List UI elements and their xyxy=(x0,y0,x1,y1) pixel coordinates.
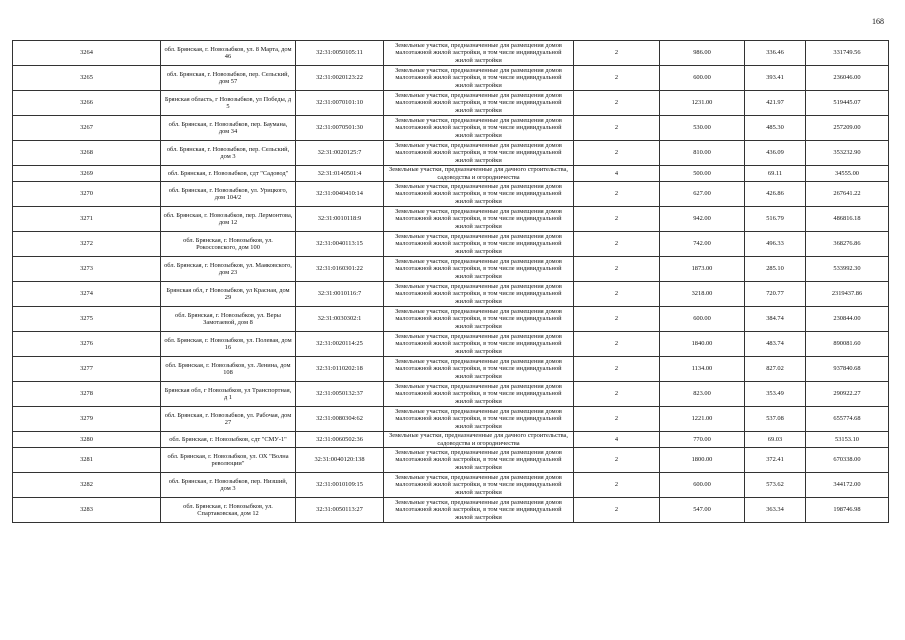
area-cell: 742.00 xyxy=(660,232,745,257)
specific-value-cell: 421.97 xyxy=(745,91,806,116)
cadastral-value-cell: 533992.30 xyxy=(806,257,889,282)
area-cell: 600.00 xyxy=(660,307,745,332)
row-number-cell: 3274 xyxy=(13,282,161,307)
row-number-cell: 3270 xyxy=(13,182,161,207)
specific-value-cell: 537.08 xyxy=(745,407,806,432)
table-row xyxy=(13,448,889,473)
land-use-cell: Земельные участки, предназначенные для размещения домов малоэтажной жилой застройки, в том числе индивидуальной жилой застройки xyxy=(384,207,574,232)
specific-value-cell: 483.74 xyxy=(745,332,806,357)
area-cell: 823.00 xyxy=(660,382,745,407)
cadastral-number-cell: 32:31:0070501:30 xyxy=(296,116,384,141)
cadastral-number-cell: 32:31:0160301:22 xyxy=(296,257,384,282)
table-row xyxy=(13,257,889,282)
land-use-cell: Земельные участки, предназначенные для размещения домов малоэтажной жилой застройки, в том числе индивидуальной жилой застройки xyxy=(384,498,574,523)
specific-value-cell: 720.77 xyxy=(745,282,806,307)
land-use-cell: Земельные участки, предназначенные для размещения домов малоэтажной жилой застройки, в том числе индивидуальной жилой застройки xyxy=(384,473,574,498)
group-cell: 2 xyxy=(574,307,660,332)
cadastral-number-cell: 32:31:0040410:14 xyxy=(296,182,384,207)
cadastral-value-cell: 486816.18 xyxy=(806,207,889,232)
specific-value-cell: 353.49 xyxy=(745,382,806,407)
area-cell: 1221.00 xyxy=(660,407,745,432)
area-cell: 547.00 xyxy=(660,498,745,523)
table-row xyxy=(13,207,889,232)
area-cell: 600.00 xyxy=(660,66,745,91)
land-use-cell: Земельные участки, предназначенные для размещения домов малоэтажной жилой застройки, в том числе индивидуальной жилой застройки xyxy=(384,282,574,307)
address-cell: Брянская обл, г Новозыбков, ул Красная, дом 29 xyxy=(161,282,296,307)
land-use-cell: Земельные участки, предназначенные для размещения домов малоэтажной жилой застройки, в том числе индивидуальной жилой застройки xyxy=(384,141,574,166)
cadastral-number-cell: 32:31:0020125:7 xyxy=(296,141,384,166)
specific-value-cell: 827.02 xyxy=(745,357,806,382)
area-cell: 600.00 xyxy=(660,473,745,498)
cadastral-number-cell: 32:31:0020114:25 xyxy=(296,332,384,357)
cadastral-value-cell: 53153.10 xyxy=(806,432,889,448)
cadastral-number-cell: 32:31:0080304:62 xyxy=(296,407,384,432)
cadastral-value-cell: 344172.00 xyxy=(806,473,889,498)
land-use-cell: Земельные участки, предназначенные для размещения домов малоэтажной жилой застройки, в том числе индивидуальной жилой застройки xyxy=(384,257,574,282)
row-number-cell: 3278 xyxy=(13,382,161,407)
group-cell: 2 xyxy=(574,91,660,116)
land-use-cell: Земельные участки, предназначенные для размещения домов малоэтажной жилой застройки, в том числе индивидуальной жилой застройки xyxy=(384,66,574,91)
land-use-cell: Земельные участки, предназначенные для размещения домов малоэтажной жилой застройки, в том числе индивидуальной жилой застройки xyxy=(384,41,574,66)
cadastral-number-cell: 32:31:0050113:27 xyxy=(296,498,384,523)
specific-value-cell: 363.34 xyxy=(745,498,806,523)
cadastral-number-cell: 32:31:0010118:9 xyxy=(296,207,384,232)
row-number-cell: 3281 xyxy=(13,448,161,473)
specific-value-cell: 496.33 xyxy=(745,232,806,257)
table-row xyxy=(13,382,889,407)
land-use-cell: Земельные участки, предназначенные для размещения домов малоэтажной жилой застройки, в том числе индивидуальной жилой застройки xyxy=(384,116,574,141)
group-cell: 2 xyxy=(574,407,660,432)
table-row xyxy=(13,116,889,141)
specific-value-cell: 393.41 xyxy=(745,66,806,91)
cadastral-number-cell: 32:31:0110202:18 xyxy=(296,357,384,382)
area-cell: 3218.00 xyxy=(660,282,745,307)
cadastral-number-cell: 32:31:0070101:10 xyxy=(296,91,384,116)
cadastral-value-cell: 267641.22 xyxy=(806,182,889,207)
cadastral-value-cell: 34555.00 xyxy=(806,166,889,182)
specific-value-cell: 285.10 xyxy=(745,257,806,282)
row-number-cell: 3283 xyxy=(13,498,161,523)
row-number-cell: 3264 xyxy=(13,41,161,66)
land-use-cell: Земельные участки, предназначенные для размещения домов малоэтажной жилой застройки, в том числе индивидуальной жилой застройки xyxy=(384,182,574,207)
group-cell: 2 xyxy=(574,232,660,257)
specific-value-cell: 69.03 xyxy=(745,432,806,448)
group-cell: 2 xyxy=(574,141,660,166)
table-row xyxy=(13,232,889,257)
table-row xyxy=(13,182,889,207)
address-cell: обл. Брянская, г. Новозыбков, пер. Низший, дом 3 xyxy=(161,473,296,498)
row-number-cell: 3267 xyxy=(13,116,161,141)
row-number-cell: 3272 xyxy=(13,232,161,257)
land-use-cell: Земельные участки, предназначенные для размещения домов малоэтажной жилой застройки, в том числе индивидуальной жилой застройки xyxy=(384,357,574,382)
specific-value-cell: 516.79 xyxy=(745,207,806,232)
cadastral-value-cell: 368276.86 xyxy=(806,232,889,257)
address-cell: обл. Брянская, г. Новозыбков, пер. Сельский, дом 57 xyxy=(161,66,296,91)
table-row xyxy=(13,66,889,91)
specific-value-cell: 485.30 xyxy=(745,116,806,141)
cadastral-value-cell: 331749.56 xyxy=(806,41,889,66)
specific-value-cell: 436.09 xyxy=(745,141,806,166)
address-cell: обл. Брянская, г. Новозыбков, ул. Урицкого, дом 104/2 xyxy=(161,182,296,207)
group-cell: 2 xyxy=(574,116,660,141)
area-cell: 530.00 xyxy=(660,116,745,141)
table-row xyxy=(13,432,889,448)
specific-value-cell: 372.41 xyxy=(745,448,806,473)
address-cell: обл. Брянская, г. Новозыбков, сдт "Садовод" xyxy=(161,166,296,182)
area-cell: 942.00 xyxy=(660,207,745,232)
land-use-cell: Земельные участки, предназначенные для размещения домов малоэтажной жилой застройки, в том числе индивидуальной жилой застройки xyxy=(384,332,574,357)
table-row xyxy=(13,332,889,357)
specific-value-cell: 69.11 xyxy=(745,166,806,182)
row-number-cell: 3280 xyxy=(13,432,161,448)
table-row xyxy=(13,141,889,166)
group-cell: 2 xyxy=(574,332,660,357)
group-cell: 2 xyxy=(574,473,660,498)
area-cell: 810.00 xyxy=(660,141,745,166)
page-number: 168 xyxy=(872,17,884,26)
area-cell: 1800.00 xyxy=(660,448,745,473)
group-cell: 4 xyxy=(574,166,660,182)
row-number-cell: 3276 xyxy=(13,332,161,357)
cadastral-number-cell: 32:31:0040113:15 xyxy=(296,232,384,257)
row-number-cell: 3268 xyxy=(13,141,161,166)
group-cell: 2 xyxy=(574,41,660,66)
row-number-cell: 3282 xyxy=(13,473,161,498)
land-use-cell: Земельные участки, предназначенные для размещения домов малоэтажной жилой застройки, в том числе индивидуальной жилой застройки xyxy=(384,232,574,257)
cadastral-value-cell: 257209.00 xyxy=(806,116,889,141)
area-cell: 986.00 xyxy=(660,41,745,66)
table-row xyxy=(13,473,889,498)
cadastral-number-cell: 32:31:0040120:138 xyxy=(296,448,384,473)
cadastral-value-cell: 230844.00 xyxy=(806,307,889,332)
land-use-cell: Земельные участки, предназначенные для размещения домов малоэтажной жилой застройки, в том числе индивидуальной жилой застройки xyxy=(384,382,574,407)
table-row xyxy=(13,498,889,523)
row-number-cell: 3275 xyxy=(13,307,161,332)
cadastral-number-cell: 32:31:0010116:7 xyxy=(296,282,384,307)
cadastral-value-cell: 519445.07 xyxy=(806,91,889,116)
table-row xyxy=(13,357,889,382)
table-row xyxy=(13,282,889,307)
cadastral-value-cell: 353232.90 xyxy=(806,141,889,166)
group-cell: 2 xyxy=(574,498,660,523)
address-cell: обл. Брянская, г. Новозыбков, ул. Рокоссовского, дом 100 xyxy=(161,232,296,257)
address-cell: обл. Брянская, г. Новозыбков, пер. Лермонтова, дом 12 xyxy=(161,207,296,232)
cadastral-number-cell: 32:31:0050105:11 xyxy=(296,41,384,66)
specific-value-cell: 573.62 xyxy=(745,473,806,498)
cadastral-number-cell: 32:31:0060502:36 xyxy=(296,432,384,448)
table-row xyxy=(13,41,889,66)
specific-value-cell: 426.86 xyxy=(745,182,806,207)
address-cell: Брянская обл, г Новозыбков, ул Транспортная, д 1 xyxy=(161,382,296,407)
cadastral-number-cell: 32:31:0030302:1 xyxy=(296,307,384,332)
land-use-cell: Земельные участки, предназначенные для дачного строительства, садоводства и огородничества xyxy=(384,166,574,182)
land-use-cell: Земельные участки, предназначенные для размещения домов малоэтажной жилой застройки, в том числе индивидуальной жилой застройки xyxy=(384,307,574,332)
address-cell: обл. Брянская, г. Новозыбков, сдт "СМУ-1" xyxy=(161,432,296,448)
cadastral-value-cell: 890081.60 xyxy=(806,332,889,357)
address-cell: обл. Брянская, г. Новозыбков, ул. ОХ "Волна революции" xyxy=(161,448,296,473)
group-cell: 2 xyxy=(574,182,660,207)
table-body xyxy=(13,41,889,523)
address-cell: обл. Брянская, г. Новозыбков, ул. 8 Марта, дом 46 xyxy=(161,41,296,66)
row-number-cell: 3266 xyxy=(13,91,161,116)
table-row xyxy=(13,166,889,182)
group-cell: 4 xyxy=(574,432,660,448)
cadastral-value-cell: 655774.68 xyxy=(806,407,889,432)
cadastral-number-cell: 32:31:0020123:22 xyxy=(296,66,384,91)
address-cell: обл. Брянская, г. Новозыбков, ул. Рабочая, дом 27 xyxy=(161,407,296,432)
row-number-cell: 3273 xyxy=(13,257,161,282)
address-cell: Брянская область, г Новозыбков, ул Победы, д 5 xyxy=(161,91,296,116)
table-row xyxy=(13,307,889,332)
cadastral-value-cell: 290922.27 xyxy=(806,382,889,407)
group-cell: 2 xyxy=(574,66,660,91)
land-use-cell: Земельные участки, предназначенные для размещения домов малоэтажной жилой застройки, в том числе индивидуальной жилой застройки xyxy=(384,91,574,116)
cadastral-value-cell: 236046.00 xyxy=(806,66,889,91)
row-number-cell: 3265 xyxy=(13,66,161,91)
land-use-cell: Земельные участки, предназначенные для дачного строительства, садоводства и огородничества xyxy=(384,432,574,448)
area-cell: 770.00 xyxy=(660,432,745,448)
area-cell: 1840.00 xyxy=(660,332,745,357)
cadastral-number-cell: 32:31:0050132:37 xyxy=(296,382,384,407)
address-cell: обл. Брянская, г. Новозыбков, ул. Полевая, дом 16 xyxy=(161,332,296,357)
address-cell: обл. Брянская, г. Новозыбков, ул. Спартаковская, дом 12 xyxy=(161,498,296,523)
row-number-cell: 3269 xyxy=(13,166,161,182)
area-cell: 1873.00 xyxy=(660,257,745,282)
address-cell: обл. Брянская, г. Новозыбков, ул. Веры Замотаевой, дом 8 xyxy=(161,307,296,332)
area-cell: 500.00 xyxy=(660,166,745,182)
address-cell: обл. Брянская, г. Новозыбков, ул. Маяковского, дом 23 xyxy=(161,257,296,282)
specific-value-cell: 384.74 xyxy=(745,307,806,332)
cadastral-value-cell: 670338.00 xyxy=(806,448,889,473)
area-cell: 1134.00 xyxy=(660,357,745,382)
row-number-cell: 3277 xyxy=(13,357,161,382)
specific-value-cell: 336.46 xyxy=(745,41,806,66)
row-number-cell: 3271 xyxy=(13,207,161,232)
group-cell: 2 xyxy=(574,257,660,282)
group-cell: 2 xyxy=(574,207,660,232)
cadastral-value-table xyxy=(12,40,889,523)
land-use-cell: Земельные участки, предназначенные для размещения домов малоэтажной жилой застройки, в том числе индивидуальной жилой застройки xyxy=(384,407,574,432)
area-cell: 627.00 xyxy=(660,182,745,207)
land-use-cell: Земельные участки, предназначенные для размещения домов малоэтажной жилой застройки, в том числе индивидуальной жилой застройки xyxy=(384,448,574,473)
address-cell: обл. Брянская, г. Новозыбков, пер. Баумана, дом 34 xyxy=(161,116,296,141)
cadastral-number-cell: 32:31:0140501:4 xyxy=(296,166,384,182)
group-cell: 2 xyxy=(574,282,660,307)
cadastral-number-cell: 32:31:0010109:15 xyxy=(296,473,384,498)
address-cell: обл. Брянская, г. Новозыбков, пер. Сельский, дом 3 xyxy=(161,141,296,166)
row-number-cell: 3279 xyxy=(13,407,161,432)
table-row xyxy=(13,91,889,116)
group-cell: 2 xyxy=(574,382,660,407)
cadastral-value-cell: 198746.98 xyxy=(806,498,889,523)
group-cell: 2 xyxy=(574,448,660,473)
table-row xyxy=(13,407,889,432)
cadastral-value-cell: 937840.68 xyxy=(806,357,889,382)
cadastral-value-cell: 2319437.86 xyxy=(806,282,889,307)
group-cell: 2 xyxy=(574,357,660,382)
address-cell: обл. Брянская, г. Новозыбков, ул. Ленина, дом 108 xyxy=(161,357,296,382)
area-cell: 1231.00 xyxy=(660,91,745,116)
